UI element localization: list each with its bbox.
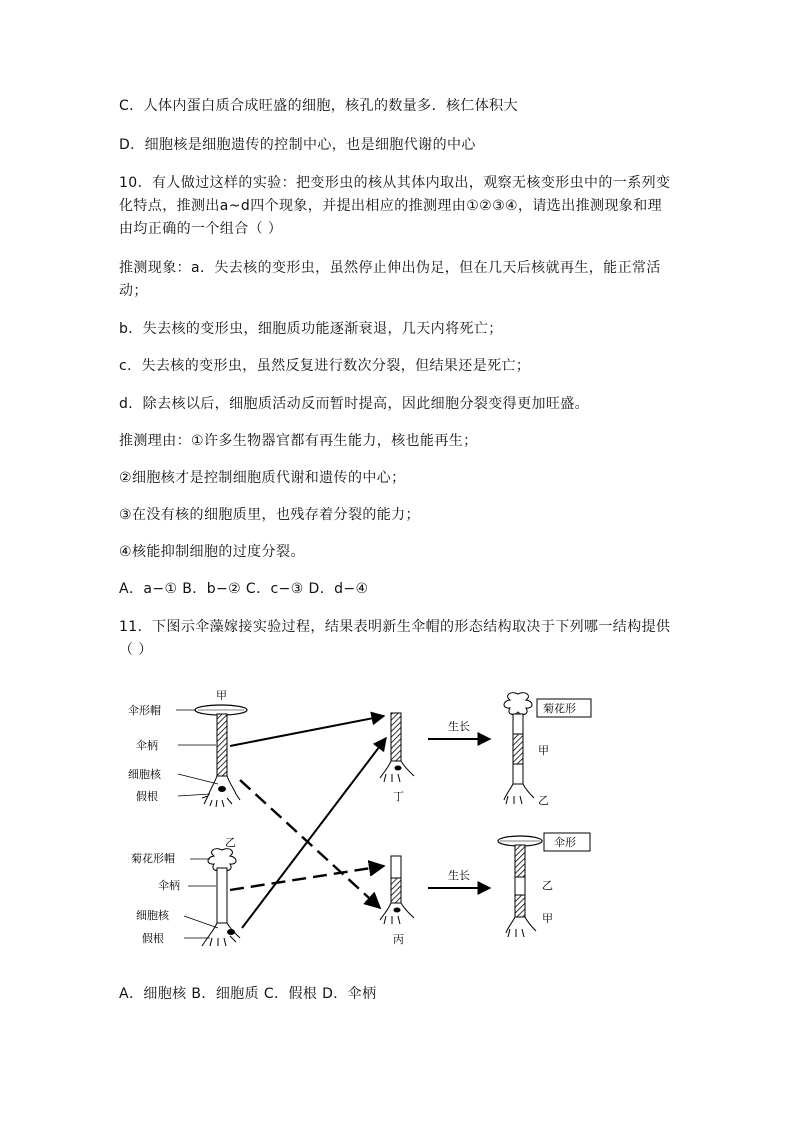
- result-top: [504, 693, 591, 807]
- grow-label-bottom: 生长: [448, 869, 470, 882]
- grow-label-top: 生长: [448, 720, 470, 733]
- question-11-line-2: （ ）: [119, 642, 153, 658]
- reason-4: ④核能抑制细胞的过度分裂。: [119, 544, 305, 560]
- graft-ding-label: 丁: [393, 790, 404, 803]
- question-10-line-2: 化特点，推测出a~d四个现象，并提出相应的推测理由①②③④，请选出推测现象和理: [119, 198, 662, 214]
- label-rhizoid-top: 假根: [136, 790, 158, 803]
- plant-jia-label: 甲: [216, 689, 227, 702]
- question-10-line-1: 10．有人做过这样的实验：把变形虫的核从其体内取出，观察无核变形虫中的一系列变: [119, 175, 671, 191]
- rhizoid-yi: [202, 923, 240, 946]
- stalk-jia: [217, 714, 227, 776]
- result-bottom-cap-label: 伞形: [554, 836, 576, 849]
- chrysanthemum-cap: [208, 849, 236, 871]
- label-nucleus-bottom: 细胞核: [136, 909, 169, 922]
- option-d-line: D．细胞核是细胞遗传的控制中心，也是细胞代谢的中心: [119, 137, 476, 153]
- reason-3: ③在没有核的细胞质里，也残存着分裂的能力；: [119, 507, 420, 523]
- question-10-options: A．a−① B．b−② C．c−③ D．d−④: [119, 581, 369, 597]
- graft-bing-label: 丙: [393, 933, 404, 946]
- phenomenon-c: c．失去核的变形虫，虽然反复进行数次分裂，但结果还是死亡；: [119, 358, 531, 374]
- result-bottom-upper-label: 乙: [542, 879, 553, 892]
- phenomenon-a-line-1: 推测现象：a．失去核的变形虫，虽然停止伸出伪足，但在几天后核就再生，能正常活: [119, 260, 661, 276]
- phenomenon-b: b．失去核的变形虫，细胞质功能逐渐衰退，几天内将死亡；: [119, 321, 503, 337]
- question-11-line-1: 11．下图示伞藻嫁接实验过程，结果表明新生伞帽的形态结构取决于下列哪一结构提供: [119, 619, 671, 635]
- arrow-rhizoid-yi-to-ding: [242, 738, 386, 928]
- reason-1: 推测理由：①许多生物器官都有再生能力，核也能再生；: [119, 433, 478, 449]
- result-top-stalk-label: 甲: [538, 744, 549, 757]
- question-11-options: A．细胞核 B．细胞质 C．假根 D．伞柄: [119, 986, 377, 1002]
- result-bottom: [498, 833, 590, 937]
- plant-jia: [128, 689, 247, 807]
- arrow-rhizoid-jia-to-bing: [240, 780, 380, 908]
- grafting-diagram: [118, 676, 618, 951]
- question-10-line-3: 由均正确的一个组合（ ）: [119, 221, 283, 237]
- plant-yi: [131, 836, 240, 946]
- phenomenon-a-line-2: 动；: [119, 283, 148, 299]
- graft-ding: [380, 713, 414, 803]
- plant-yi-label: 乙: [225, 836, 236, 849]
- label-rhizoid-bottom: 假根: [142, 932, 164, 945]
- result-top-cap-label: 菊花形: [543, 702, 576, 715]
- label-stalk-top: 伞柄: [136, 739, 158, 752]
- nucleus-jia: [218, 786, 226, 792]
- result-bottom-lower-label: 甲: [542, 912, 553, 925]
- phenomenon-d: d．除去核以后，细胞质活动反而暂时提高，因此细胞分裂变得更加旺盛。: [119, 396, 590, 412]
- arrow-stalk-jia-to-ding: [230, 716, 384, 746]
- stalk-yi: [217, 868, 227, 923]
- arrow-stalk-yi-to-bing: [230, 866, 384, 890]
- label-chrysanthemum-cap: 菊花形帽: [131, 852, 175, 865]
- graft-bing: [380, 856, 414, 946]
- reason-2: ②细胞核才是控制细胞质代谢和遗传的中心；: [119, 470, 406, 486]
- option-c-line: C．人体内蛋白质合成旺盛的细胞，核孔的数量多．核仁体积大: [119, 98, 518, 114]
- nucleus-yi: [227, 929, 235, 935]
- result-top-name: 乙: [538, 794, 549, 807]
- label-umbrella-cap: 伞形帽: [128, 704, 161, 717]
- label-stalk-bottom: 伞柄: [158, 879, 180, 892]
- label-nucleus-top: 细胞核: [128, 768, 161, 781]
